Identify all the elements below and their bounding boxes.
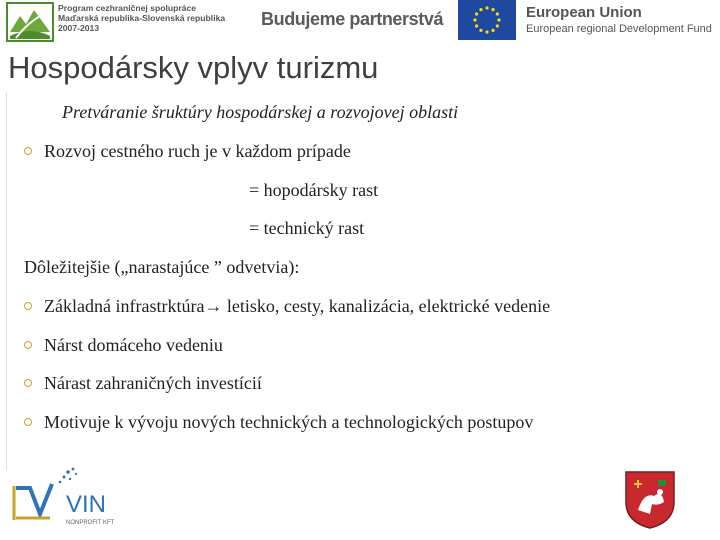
hungary-slovakia-program-logo: [6, 2, 54, 42]
bullet-icon: [24, 147, 32, 155]
eu-star-icon: [475, 12, 478, 15]
header-logo-bar: [0, 0, 720, 46]
section-heading: Dôležitejšie („narastajúce ” odvetvia):: [24, 257, 300, 277]
vin-logo: [10, 464, 135, 530]
bullet-icon: [24, 302, 32, 310]
list-item-foreign-investment: Nárast zahraničných investícií: [44, 373, 262, 393]
eu-title: European Union: [526, 4, 642, 21]
eu-star-icon: [491, 8, 494, 11]
eu-star-icon: [479, 29, 482, 32]
equation-growth: = hopodársky rast: [249, 180, 379, 200]
slide-title: Hospodársky vplyv turizmu: [8, 50, 379, 85]
eu-star-icon: [485, 6, 488, 9]
partnership-slogan: Budujeme partnerstvá: [261, 9, 444, 29]
list-item-innovation: Motivuje k vývoju nových technických a technologických postupov: [44, 412, 534, 432]
program-line-2: Maďarská republika-Slovenská republika: [58, 13, 226, 23]
vin-logo-text: VIN: [66, 491, 107, 518]
left-divider: [6, 92, 7, 470]
equation-technical: = technický rast: [249, 218, 365, 238]
program-line-3: 2007-2013: [58, 23, 100, 33]
eu-label: [526, 4, 720, 36]
list-item-domestic: Nárst domáceho vedeniu: [44, 335, 223, 355]
slide-subtitle: Pretváranie šruktúry hospodárskej a rozvojovej oblasti: [62, 102, 459, 122]
eu-star-icon: [479, 8, 482, 11]
eu-star-icon: [491, 29, 494, 32]
program-name: [58, 3, 253, 33]
eu-star-icon: [497, 18, 500, 21]
program-line-1: Program cezhraničnej spolupráce: [58, 3, 197, 13]
list-item-infrastructure: Základná infrastrktúra→ letisko, cesty, kanalizácia, elektrické vedenie: [44, 296, 551, 316]
bullet-icon: [24, 341, 32, 349]
bullet-icon: [24, 418, 32, 426]
eu-star-icon: [496, 24, 499, 27]
eu-star-icon: [473, 18, 476, 21]
eu-flag-icon: [458, 0, 516, 40]
intro-bullet-text: Rozvoj cestného ruch je v každom prípade: [44, 141, 351, 161]
eu-fund-name: European regional Development Fund: [526, 23, 712, 35]
eu-star-icon: [496, 12, 499, 15]
coat-of-arms-icon: [624, 470, 676, 530]
bullet-icon: [24, 379, 32, 387]
vin-logo-subtext: NONPROFIT KFT: [66, 520, 115, 526]
eu-star-icon: [485, 30, 488, 33]
eu-star-icon: [475, 24, 478, 27]
